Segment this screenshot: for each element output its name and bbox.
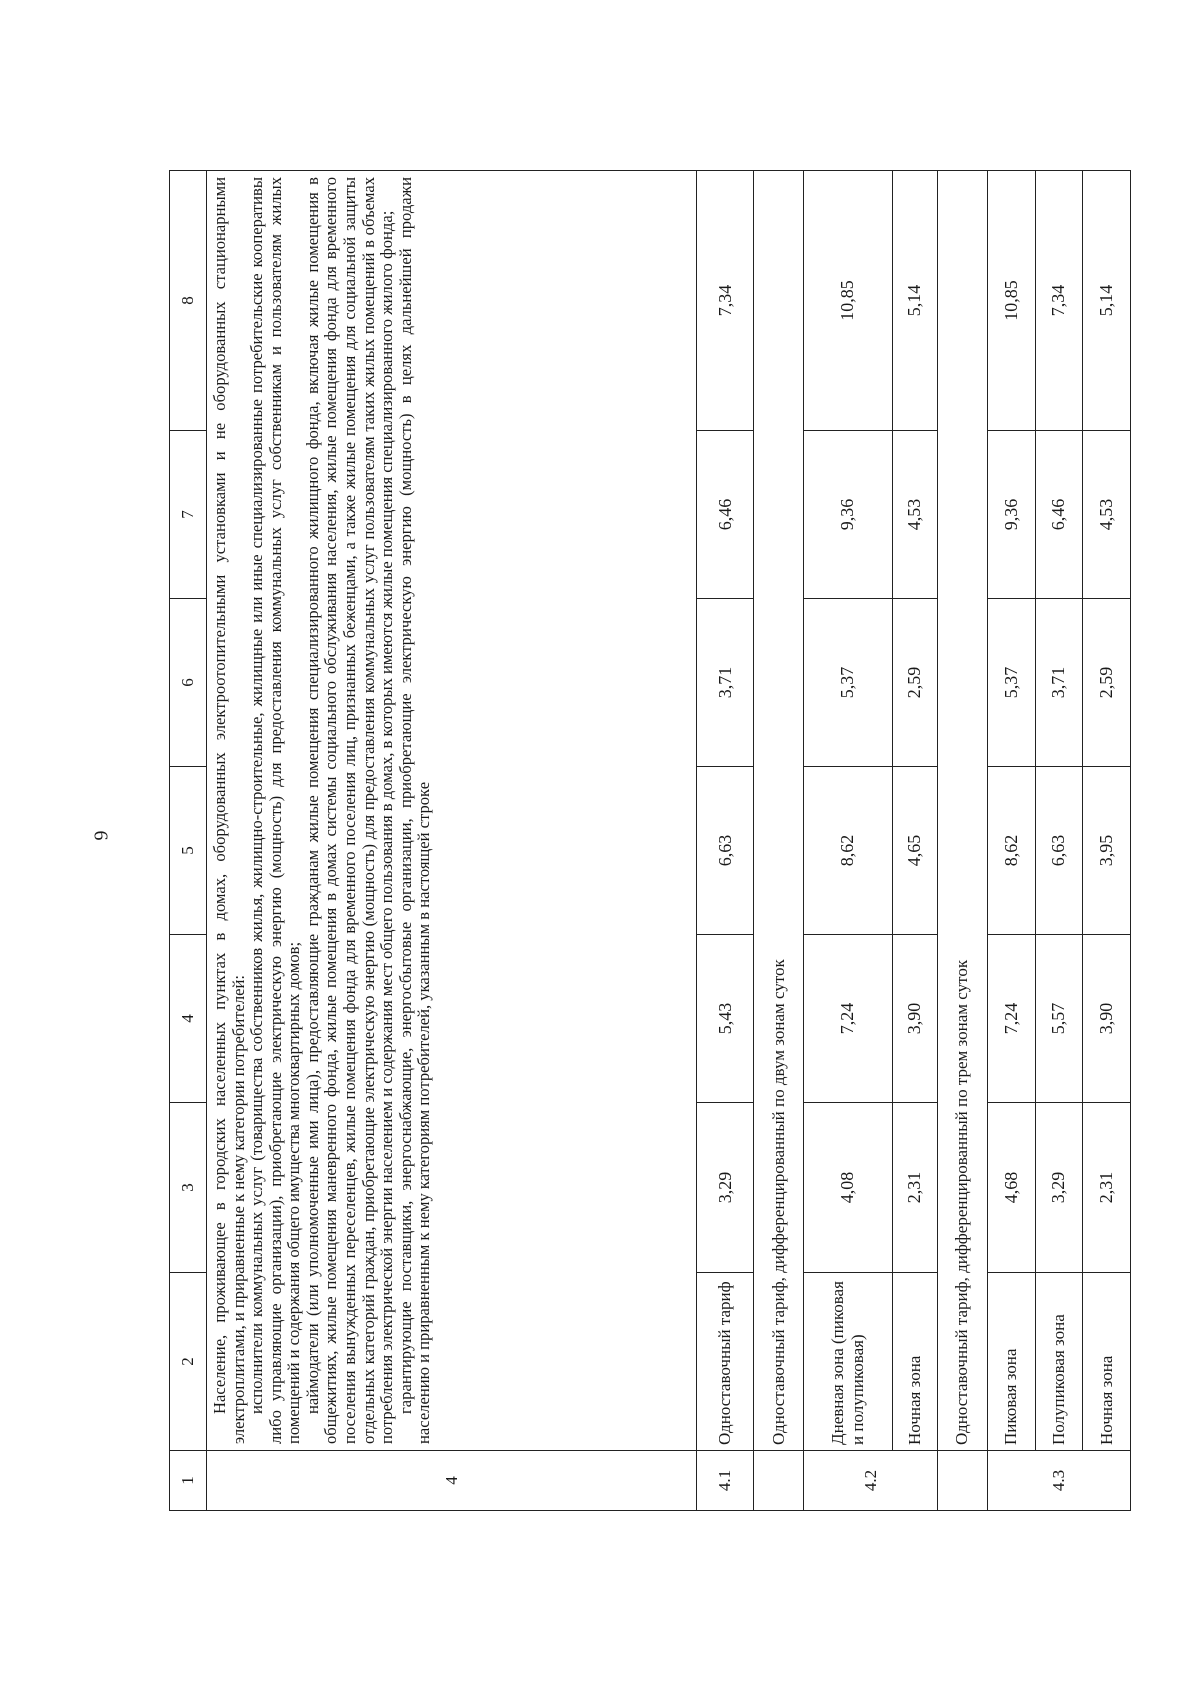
tariff-table: [169, 170, 1131, 1511]
row-4-1-col-3: 3,29: [697, 1103, 754, 1273]
header-col-8: 8: [170, 171, 207, 431]
row-4-2-day-label: Дневная зона (пиковая и полупиковая): [804, 1273, 893, 1451]
row-4-3-semipeak-col-5: 6,63: [1035, 767, 1083, 935]
description-paragraph-4: гарантирующие поставщики, энергоснабжающие, энергосбытовые организации, приобретающие электрическую энергию (мощность) в целях дальнейшей продажи населению и приравненным к нему категориям потребителей, указанным в настоящей строке: [395, 177, 434, 1444]
header-row: [170, 171, 207, 1511]
row-4-description: [207, 171, 697, 1511]
header-col-5: 5: [170, 767, 207, 935]
row-4-3-peak-col-5: 8,62: [987, 767, 1035, 935]
row-4-number: 4: [207, 1451, 697, 1511]
row-4-2-day-col-8: 10,85: [804, 171, 893, 431]
rotated-table-container: [169, 171, 1131, 1511]
header-col-4: 4: [170, 935, 207, 1103]
row-4-3-semipeak-label: Полупиковая зона: [1035, 1273, 1083, 1451]
row-4-3-night-col-3: 2,31: [1083, 1103, 1131, 1273]
header-col-7: 7: [170, 431, 207, 599]
description-paragraph-3: наймодатели (или уполномоченные ими лица), предоставляющие гражданам жилые помещения специализированного жилищного фонда, включая жилые помещения в общежитиях, жилые помещения маневренного фонда, жилые помещения в домах системы социального обслуживания населения, жилые помещения фонда для временного поселения вынужденных переселенцев, жилые помещения фонда для временного поселения лиц, признанных беженцами, а также жилые помещения для социальной защиты отдельных категорий граждан, приобретающие электрическую энергию (мощность) для предоставления коммунальных услуг пользователям таких жилых помещений в объемах потребления электрической энергии населением и содержания мест общего пользования в домах, в которых имеются жилые помещения специализированного жилого фонда;: [302, 177, 397, 1444]
row-4-1-col-8: 7,34: [697, 171, 754, 431]
row-4-3-semipeak-col-6: 3,71: [1035, 599, 1083, 767]
row-4-1-col-7: 6,46: [697, 431, 754, 599]
row-4-3-semipeak-col-4: 5,57: [1035, 935, 1083, 1103]
header-col-6: 6: [170, 599, 207, 767]
row-4-1-col-5: 6,63: [697, 767, 754, 935]
row-4-3-night-col-5: 3,95: [1083, 767, 1131, 935]
row-4-2-day-col-6: 5,37: [804, 599, 893, 767]
row-4-3-semipeak-col-3: 3,29: [1035, 1103, 1083, 1273]
section-4-2-number-blank: [754, 1451, 804, 1511]
row-4-2-day-col-3: 4,08: [804, 1103, 893, 1273]
section-4-3-header: [937, 171, 987, 1511]
row-4-2-night-label: Ночная зона: [892, 1273, 937, 1451]
row-4-1: [697, 171, 754, 1511]
row-4-2-number: 4.2: [804, 1451, 938, 1511]
row-4-2-night-col-8: 5,14: [892, 171, 937, 431]
row-4-3-night-col-7: 4,53: [1083, 431, 1131, 599]
row-4-2-day-col-5: 8,62: [804, 767, 893, 935]
row-4-1-number: 4.1: [697, 1451, 754, 1511]
row-4-3-night-label: Ночная зона: [1083, 1273, 1131, 1451]
row-4-description-cell: [207, 171, 697, 1451]
row-4-1-col-4: 5,43: [697, 935, 754, 1103]
section-4-3-number-blank: [937, 1451, 987, 1511]
row-4-1-label: Одноставочный тариф: [697, 1273, 754, 1451]
row-4-3-peak-col-6: 5,37: [987, 599, 1035, 767]
row-4-2-night-col-6: 2,59: [892, 599, 937, 767]
row-4-2-night: [892, 171, 937, 1511]
row-4-3-peak-col-8: 10,85: [987, 171, 1035, 431]
row-4-3-peak-col-3: 4,68: [987, 1103, 1035, 1273]
header-col-2: 2: [170, 1273, 207, 1451]
header-col-1: 1: [170, 1451, 207, 1511]
section-4-3-title: Одноставочный тариф, дифференцированный по трем зонам суток: [937, 171, 987, 1451]
row-4-3-peak-label: Пиковая зона: [987, 1273, 1035, 1451]
row-4-3-peak-col-7: 9,36: [987, 431, 1035, 599]
row-4-3-night-col-4: 3,90: [1083, 935, 1131, 1103]
row-4-2-day-col-4: 7,24: [804, 935, 893, 1103]
row-4-3-peak: [987, 171, 1035, 1511]
row-4-2-night-col-4: 3,90: [892, 935, 937, 1103]
description-paragraph-1: Население, проживающее в городских населенных пунктах в домах, оборудованных электроотопительными установками и не оборудованных стационарными электроплитами, и приравненные к нему категории потребителей:: [210, 177, 248, 1444]
section-4-2-header: [754, 171, 804, 1511]
row-4-3-semipeak-col-8: 7,34: [1035, 171, 1083, 431]
row-4-1-col-6: 3,71: [697, 599, 754, 767]
row-4-3-semipeak: [1035, 171, 1083, 1511]
row-4-3-number: 4.3: [987, 1451, 1130, 1511]
header-col-3: 3: [170, 1103, 207, 1273]
row-4-2-night-col-7: 4,53: [892, 431, 937, 599]
description-paragraph-2: исполнители коммунальных услуг (товарищества собственников жилья, жилищно-строительные, жилищные или иные специализированные потребительские кооперативы либо управляющие организации), приобретающие электрическую энергию (мощность) для предоставления коммунальных услуг собственникам и пользователям жилых помещений и содержания общего имущества многоквартирных домов;: [247, 177, 304, 1444]
row-4-2-day-col-7: 9,36: [804, 431, 893, 599]
row-4-3-night-col-6: 2,59: [1083, 599, 1131, 767]
row-4-2-night-col-5: 4,65: [892, 767, 937, 935]
row-4-3-night-col-8: 5,14: [1083, 171, 1131, 431]
row-4-3-night: [1083, 171, 1131, 1511]
row-4-2-day: [804, 171, 893, 1511]
section-4-2-title: Одноставочный тариф, дифференцированный по двум зонам суток: [754, 171, 804, 1451]
row-4-2-night-col-3: 2,31: [892, 1103, 937, 1273]
row-4-3-semipeak-col-7: 6,46: [1035, 431, 1083, 599]
page-number: 6: [89, 830, 112, 841]
row-4-3-peak-col-4: 7,24: [987, 935, 1035, 1103]
